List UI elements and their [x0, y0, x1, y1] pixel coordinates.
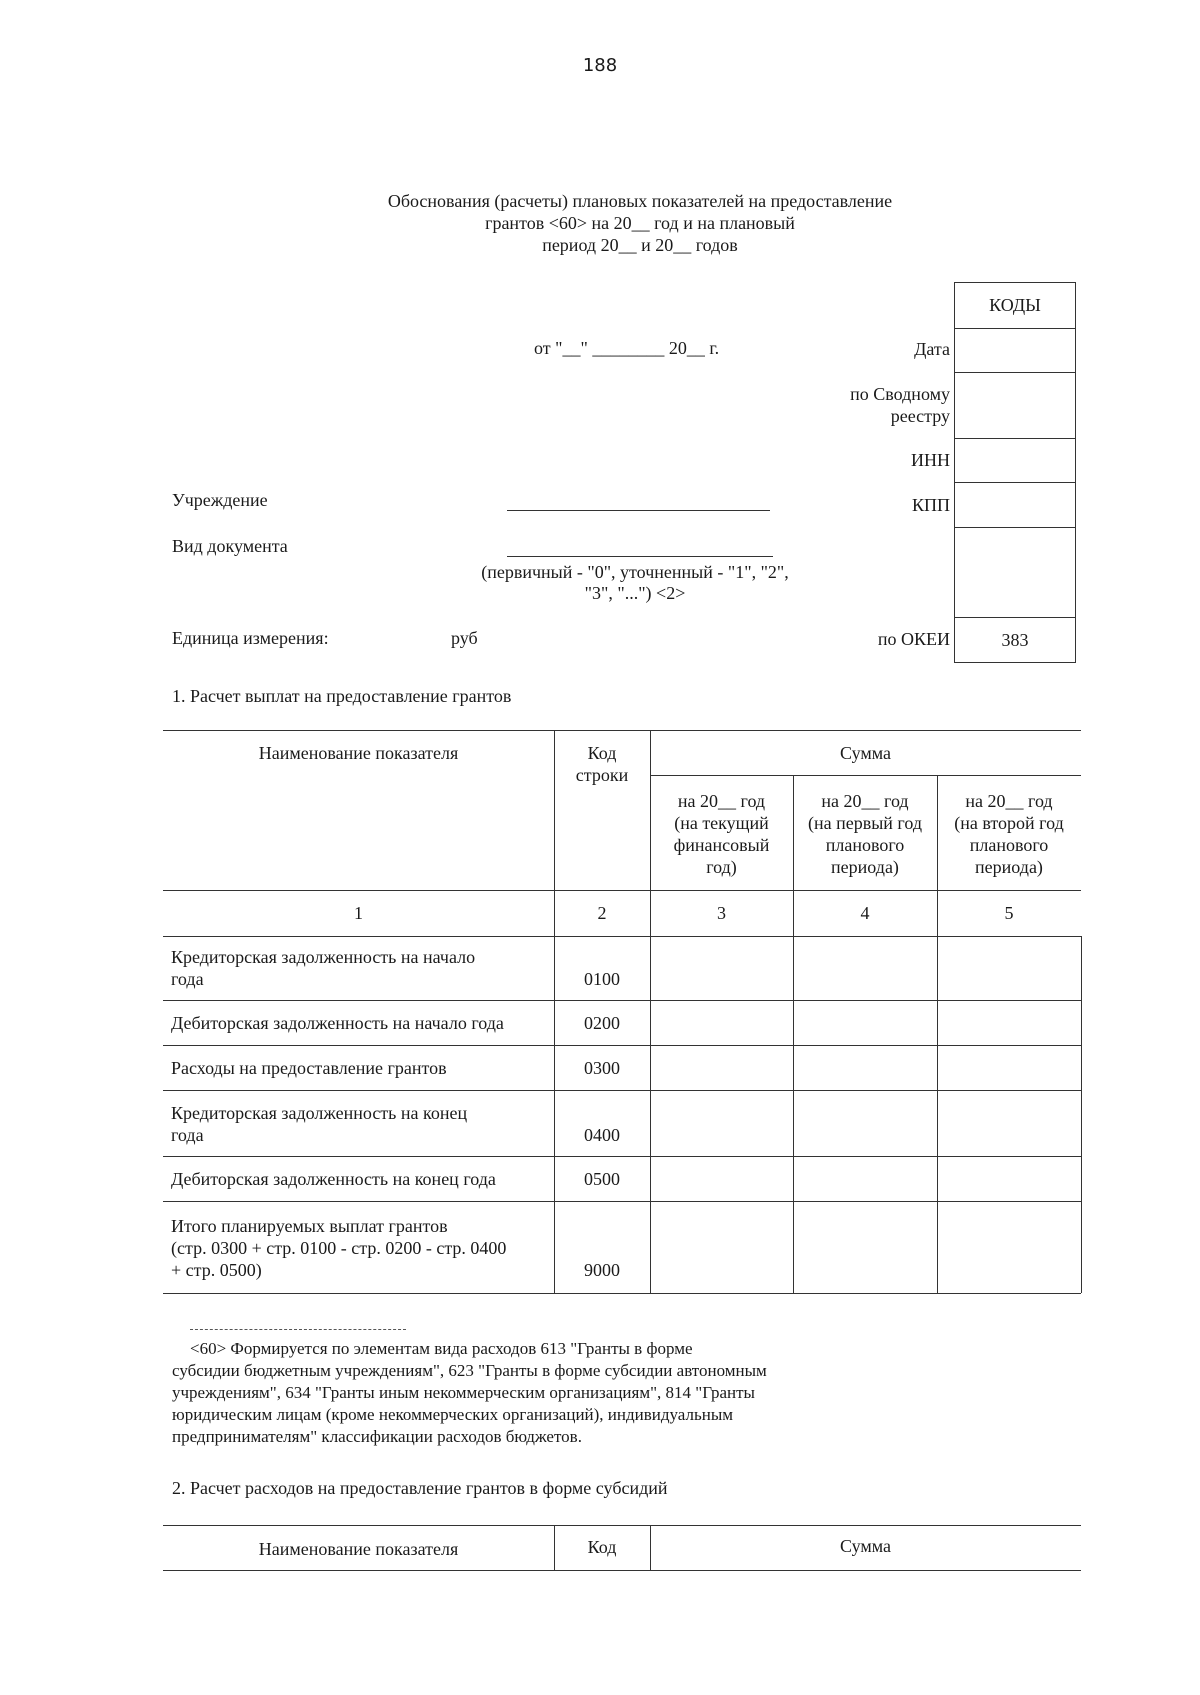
inn-label: ИНН [911, 450, 950, 470]
codes-box [954, 282, 1076, 663]
row-name: Расходы на предоставление грантов [171, 1058, 447, 1078]
row-name [171, 1215, 554, 1281]
section2-heading: 2. Расчет расходов на предоставление грантов в форме субсидий [172, 1478, 668, 1498]
table-rule [163, 936, 1081, 937]
codes-header: КОДЫ [955, 283, 1075, 329]
okei-code-cell: 383 [1001, 629, 1029, 650]
header-name: Наименование показателя [258, 743, 459, 763]
column-number: 4 [860, 903, 870, 923]
header-col4-line: (на первый год [807, 813, 923, 833]
header-col3-line: на 20__ год [677, 791, 766, 811]
unit-label: Единица измерения: [172, 628, 329, 648]
doc-type-field[interactable] [507, 556, 773, 557]
table-rule [163, 1293, 1081, 1294]
registry-label-line1: по Сводному [850, 384, 950, 404]
footnote-separator [190, 1329, 406, 1330]
date-line: от "__" ________ 20__ г. [534, 338, 720, 358]
row-code: 9000 [584, 1260, 620, 1280]
table-rule [163, 1000, 1081, 1001]
header-col3-line: (на текущий [674, 813, 769, 833]
table-rule [650, 775, 1081, 776]
header-col3-line: финансовый [673, 835, 770, 855]
column-number: 3 [717, 903, 726, 923]
inn-code-cell[interactable] [955, 439, 1075, 483]
header-code [554, 742, 650, 786]
footnote [172, 1338, 902, 1448]
date-label: Дата [914, 339, 950, 359]
footnote-line: субсидии бюджетным учреждениям", 623 "Гранты в форме субсидии автономным [172, 1361, 767, 1380]
kpp-label: КПП [911, 495, 950, 515]
row-name [171, 1102, 551, 1146]
header-col4-line: на 20__ год [821, 791, 909, 811]
row-name-line: (стр. 0300 + стр. 0100 - стр. 0200 - стр. 0400 [171, 1238, 507, 1258]
row-name-line: Кредиторская задолженность на начало [171, 947, 476, 967]
doc-type-code-cell[interactable] [955, 528, 1075, 618]
registry-label-line2: реестру [890, 406, 950, 426]
row-name-line: года [171, 969, 204, 989]
footnote-line: юридическим лицам (кроме некоммерческих организаций), индивидуальным [172, 1405, 734, 1424]
header-col4-line: планового [825, 835, 905, 855]
footnote-line: учреждениям", 634 "Гранты иным некоммерческим организациям", 814 "Гранты [172, 1383, 755, 1402]
form-title [300, 190, 980, 256]
kpp-code-cell[interactable] [955, 483, 1075, 528]
header-code: Код [587, 1537, 617, 1557]
header-col5 [937, 790, 1081, 878]
header-code-line: строки [575, 765, 629, 785]
row-code: 0200 [584, 1013, 620, 1033]
institution-label: Учреждение [172, 490, 268, 510]
doc-type-label: Вид документа [172, 536, 288, 556]
table-rule [163, 730, 1081, 731]
table-rule [1081, 936, 1082, 1293]
header-col4-line: периода) [831, 857, 899, 877]
header-name: Наименование показателя [258, 1539, 459, 1559]
column-number: 2 [597, 903, 607, 923]
okei-label: по ОКЕИ [877, 629, 950, 649]
doc-type-hint [440, 562, 830, 604]
header-col3 [650, 790, 793, 878]
doc-type-hint-line: "3", "...") <2> [584, 583, 686, 603]
row-name: Дебиторская задолженность на конец года [171, 1169, 496, 1189]
table-rule [163, 890, 1081, 891]
table-rule [163, 1045, 1081, 1046]
row-code: 0300 [584, 1058, 620, 1078]
page-number: 188 [582, 55, 618, 76]
column-number: 1 [354, 903, 363, 923]
form-title-line: Обоснования (расчеты) плановых показателей на предоставление [387, 191, 893, 211]
unit-value: руб [451, 628, 478, 648]
doc-type-hint-line: (первичный - "0", уточненный - "1", "2", [481, 562, 789, 582]
row-code: 0400 [584, 1125, 620, 1145]
header-col5-line: (на второй год [954, 813, 1064, 833]
row-name: Дебиторская задолженность на начало года [171, 1013, 504, 1033]
table-rule [163, 1570, 1081, 1571]
table-rule [163, 1525, 1081, 1526]
footnote-line: <60> Формируется по элементам вида расходов 613 "Гранты в форме [190, 1339, 693, 1358]
section1-heading: 1. Расчет выплат на предоставление грантов [172, 686, 512, 706]
row-code: 0100 [584, 969, 620, 989]
row-name-line: Итого планируемых выплат грантов [171, 1216, 448, 1236]
row-name-line: Кредиторская задолженность на конец [171, 1103, 468, 1123]
grants-payments-table [163, 730, 1081, 1294]
institution-field[interactable] [507, 510, 770, 511]
header-col5-line: на 20__ год [965, 791, 1053, 811]
row-code: 0500 [584, 1169, 620, 1189]
header-sum: Сумма [840, 743, 891, 763]
header-col4 [793, 790, 937, 878]
column-number: 5 [1004, 903, 1014, 923]
date-code-cell[interactable] [955, 329, 1075, 373]
row-name-line: года [171, 1125, 204, 1145]
header-sum: Сумма [840, 1536, 891, 1556]
footnote-line: предпринимателям" классификации расходов бюджетов. [172, 1427, 582, 1446]
table-rule [163, 1201, 1081, 1202]
header-code-line: Код [587, 743, 617, 763]
grants-subsidies-table [163, 1525, 1081, 1571]
row-name-line: + стр. 0500) [171, 1260, 262, 1280]
form-title-line: грантов <60> на 20__ год и на плановый [485, 213, 795, 233]
row-name [171, 946, 551, 990]
table-rule [163, 1156, 1081, 1157]
table-rule [163, 1090, 1081, 1091]
registry-code-cell[interactable] [955, 373, 1075, 439]
header-col3-line: год) [706, 857, 737, 877]
header-col5-line: периода) [975, 857, 1043, 877]
header-col5-line: планового [969, 835, 1049, 855]
form-title-line: период 20__ и 20__ годов [542, 235, 738, 255]
